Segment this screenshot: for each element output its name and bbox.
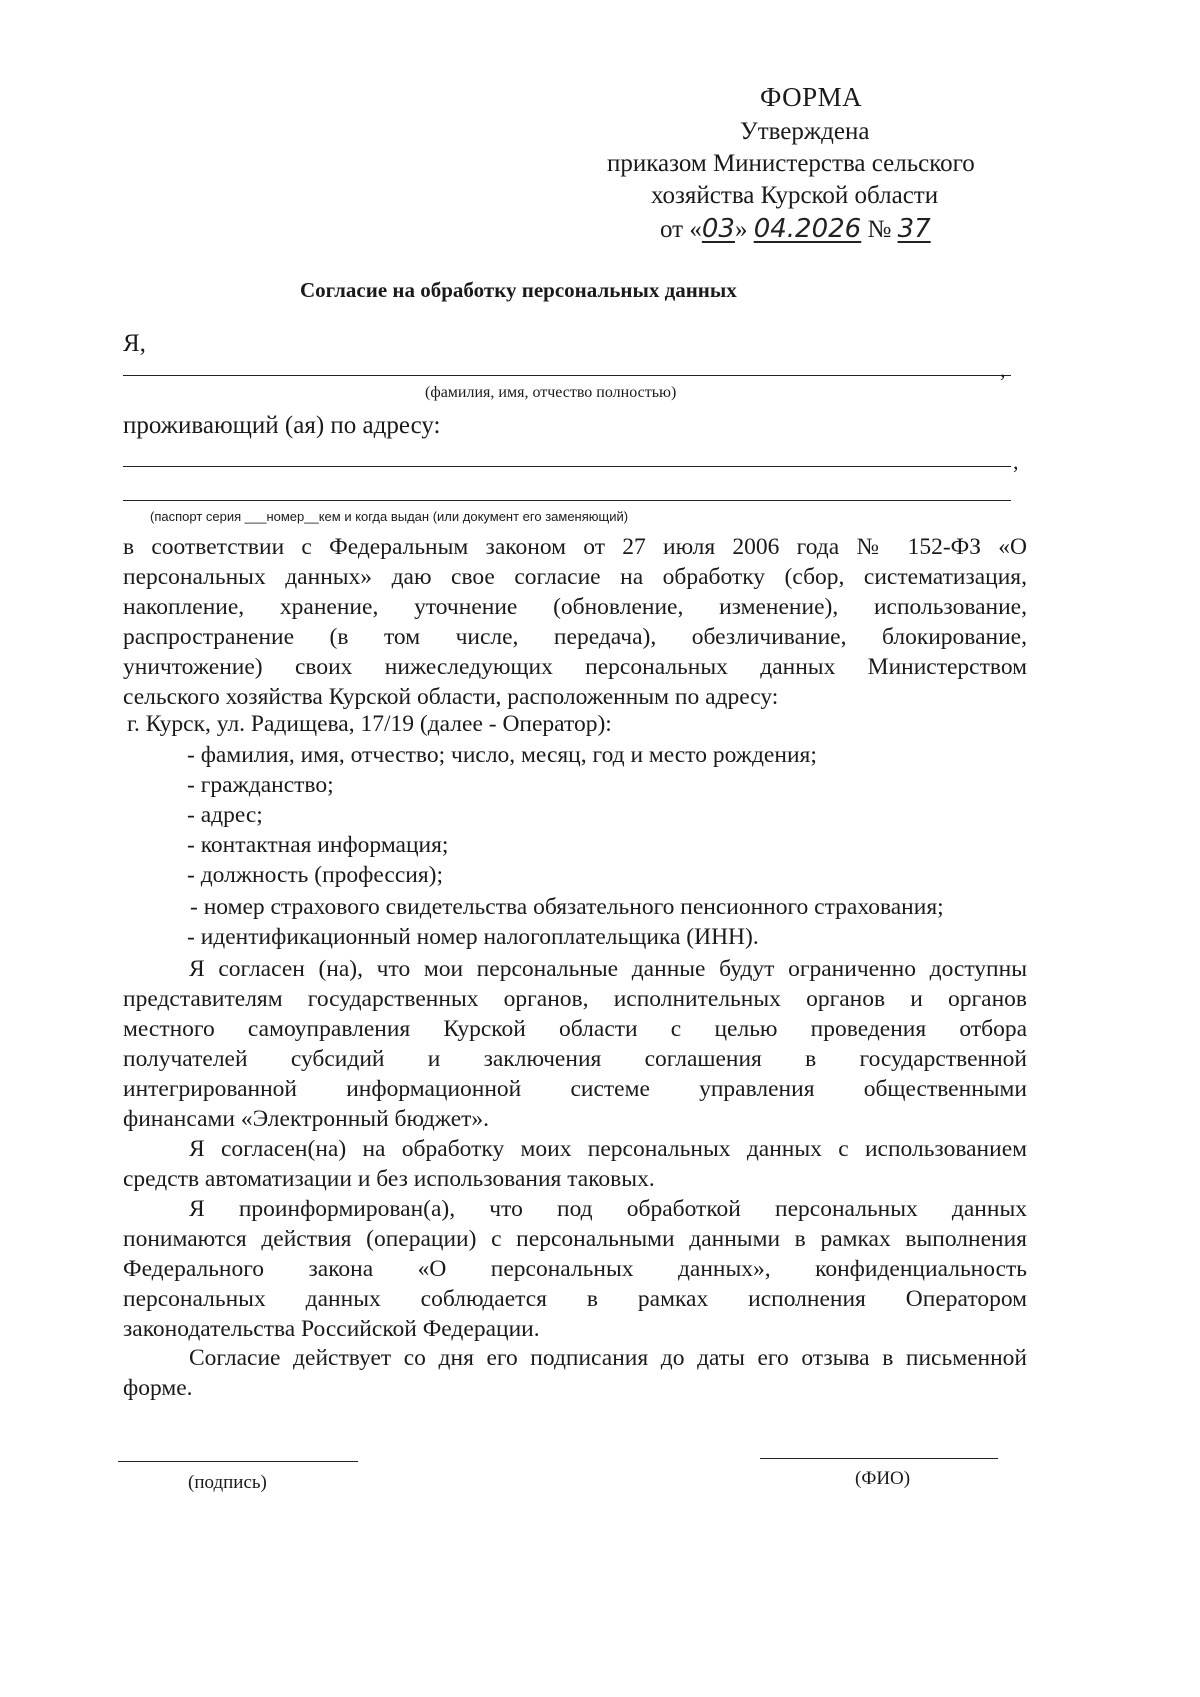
paragraph-line: Я согласен(на) на обработку моих персональных данных с использованием — [189, 1136, 1027, 1162]
paragraph-line: получателей субсидий и заключения соглашения в государственной — [123, 1046, 1027, 1072]
number-label: № — [867, 216, 892, 243]
fio-label: (ФИО) — [855, 1468, 911, 1489]
date-prefix: от « — [660, 216, 702, 243]
operator-address: г. Курск, ул. Радищева, 17/19 (далее - Оператор): — [127, 711, 612, 737]
passport-hint: (паспорт серия ___номер__кем и когда выдан (или документ его заменяющий) — [150, 509, 629, 524]
signature-input-line[interactable] — [118, 1461, 358, 1462]
address-input-line-2[interactable] — [123, 500, 1011, 501]
list-item: - должность (профессия); — [187, 862, 444, 888]
paragraph-line: законодательства Российской Федерации. — [123, 1316, 540, 1342]
order-number-handwritten: 37 — [897, 214, 931, 244]
address-input-line-1[interactable] — [123, 466, 1011, 467]
date-day-handwritten: 03 — [701, 214, 735, 244]
form-label: ФОРМА — [760, 82, 863, 112]
ya-label: Я, — [123, 330, 146, 357]
paragraph-line: Согласие действует со дня его подписания до даты его отзыва в письменной — [189, 1345, 1027, 1371]
intro-line: распространение (в том числе, передача), обезличивание, блокирование, — [123, 624, 1027, 650]
list-item: - адрес; — [187, 802, 263, 828]
list-item: - контактная информация; — [187, 832, 449, 858]
intro-line: в соответствии с Федеральным законом от 27 июля 2006 года № 152-ФЗ «О — [123, 534, 1027, 560]
order-line-1: приказом Министерства сельского — [607, 150, 975, 177]
approved-label: Утверждена — [740, 118, 870, 145]
fio-hint: (фамилия, имя, отчество полностью) — [425, 384, 677, 401]
paragraph-line: финансами «Электронный бюджет». — [123, 1106, 490, 1132]
paragraph-line: Я согласен (на), что мои персональные данные будут ограниченно доступны — [189, 956, 1027, 982]
address-line-comma: , — [1013, 449, 1019, 474]
name-line-comma: , — [1000, 357, 1006, 382]
paragraph-automation — [123, 1134, 1027, 1194]
paragraph-line: средств автоматизации и без использования таковых. — [123, 1166, 655, 1192]
list-item: - гражданство; — [187, 772, 334, 798]
paragraph-line: представителям государственных органов, исполнительных органов и органов — [123, 986, 1027, 1012]
paragraph-line: местного самоуправления Курской области с целью проведения отбора — [123, 1016, 1027, 1042]
paragraph-line: персональных данных соблюдается в рамках исполнения Оператором — [123, 1286, 1027, 1312]
fio-input-line[interactable] — [760, 1458, 998, 1459]
intro-line: уничтожение) своих нижеследующих персональных данных Министерством — [123, 654, 1027, 680]
intro-line: персональных данных» даю свое согласие на обработку (сбор, систематизация, — [123, 564, 1027, 590]
paragraph-access — [123, 954, 1027, 1134]
order-line-2: хозяйства Курской области — [651, 182, 939, 209]
intro-line: накопление, хранение, уточнение (обновление, изменение), использование, — [123, 594, 1027, 620]
address-label: проживающий (ая) по адресу: — [123, 412, 441, 439]
paragraph-line: понимаются действия (операции) с персональными данными в рамках выполнения — [123, 1226, 1027, 1252]
paragraph-line: Я проинформирован(а), что под обработкой персональных данных — [189, 1196, 1027, 1222]
list-item: - идентификационный номер налогоплательщика (ИНН). — [187, 924, 759, 950]
paragraph-line: форме. — [123, 1375, 193, 1401]
intro-paragraph — [123, 532, 1027, 712]
name-input-line[interactable] — [123, 375, 1011, 376]
paragraph-line: Федерального закона «О персональных данных», конфиденциальность — [123, 1256, 1027, 1282]
signature-label: (подпись) — [188, 1472, 267, 1493]
list-item: - фамилия, имя, отчество; число, месяц, год и место рождения; — [187, 742, 817, 768]
paragraph-line: интегрированной информационной системе управления общественными — [123, 1076, 1027, 1102]
date-month-year-handwritten: 04.2026 — [753, 214, 862, 244]
order-date — [660, 214, 931, 244]
document-title: Согласие на обработку персональных данных — [300, 278, 737, 302]
list-item: - номер страхового свидетельства обязательного пенсионного страхования; — [190, 894, 944, 920]
paragraph-validity — [123, 1343, 1027, 1403]
date-mid: » — [734, 216, 748, 243]
paragraph-informed — [123, 1194, 1027, 1344]
intro-line: сельского хозяйства Курской области, расположенным по адресу: — [123, 684, 779, 710]
